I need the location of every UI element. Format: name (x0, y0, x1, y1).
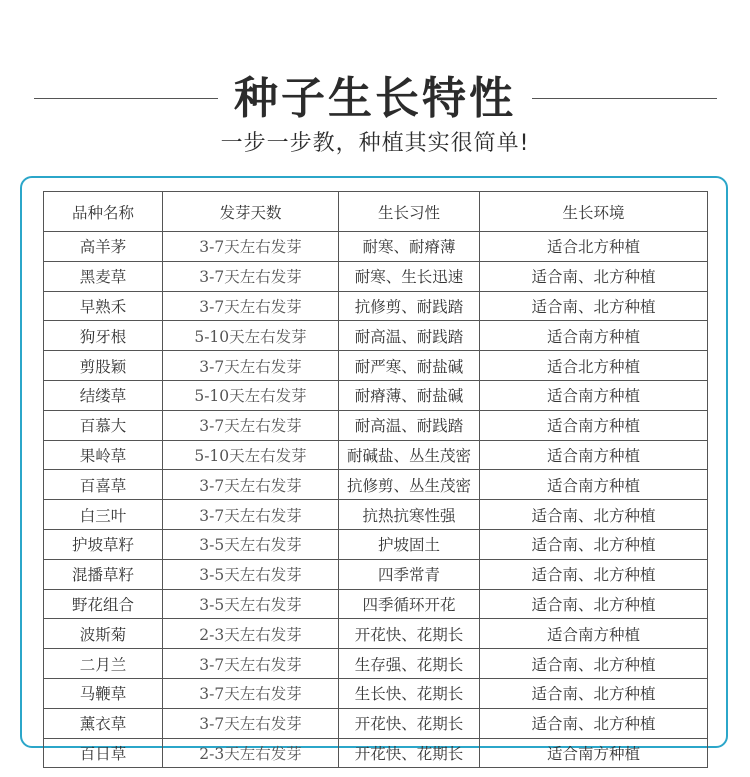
growth-habit-cell: 耐严寒、耐盐碱 (339, 351, 480, 381)
growth-habit-cell: 抗热抗寒性强 (339, 500, 480, 530)
growth-environment-cell: 适合南、北方种植 (480, 589, 708, 619)
germination-days-cell: 3-7天左右发芽 (163, 351, 339, 381)
growth-habit-cell: 开花快、花期长 (339, 738, 480, 768)
germination-days-cell: 2-3天左右发芽 (163, 738, 339, 768)
table-body (44, 232, 708, 768)
table-row (44, 410, 708, 440)
growth-environment-cell: 适合南、北方种植 (480, 649, 708, 679)
variety-cell: 早熟禾 (44, 291, 163, 321)
variety-cell: 百喜草 (44, 470, 163, 500)
variety-cell: 黑麦草 (44, 261, 163, 291)
germination-days-cell: 3-7天左右发芽 (163, 500, 339, 530)
germination-days-cell: 3-7天左右发芽 (163, 678, 339, 708)
growth-habit-cell: 耐高温、耐践踏 (339, 410, 480, 440)
variety-cell: 混播草籽 (44, 559, 163, 589)
growth-environment-cell: 适合南、北方种植 (480, 529, 708, 559)
variety-cell: 高羊茅 (44, 232, 163, 262)
growth-environment-cell: 适合南、北方种植 (480, 708, 708, 738)
growth-habit-cell: 护坡固土 (339, 529, 480, 559)
table-row (44, 261, 708, 291)
growth-habit-cell: 生存强、花期长 (339, 649, 480, 679)
growth-environment-cell: 适合南方种植 (480, 410, 708, 440)
table-header-row (44, 192, 708, 232)
germination-days-cell: 3-5天左右发芽 (163, 589, 339, 619)
column-header-germination-days: 发芽天数 (163, 192, 339, 232)
growth-environment-cell: 适合南方种植 (480, 380, 708, 410)
table-row (44, 559, 708, 589)
table-row (44, 380, 708, 410)
growth-environment-cell: 适合南方种植 (480, 321, 708, 351)
title-row (0, 68, 750, 130)
variety-cell: 薰衣草 (44, 708, 163, 738)
growth-environment-cell: 适合南方种植 (480, 470, 708, 500)
growth-environment-cell: 适合南、北方种植 (480, 500, 708, 530)
germination-days-cell: 3-7天左右发芽 (163, 470, 339, 500)
table-row (44, 500, 708, 530)
seed-characteristics-table (43, 191, 708, 768)
table-row (44, 232, 708, 262)
title-divider-right (532, 98, 717, 99)
variety-cell: 马鞭草 (44, 678, 163, 708)
table-row (44, 440, 708, 470)
table-row (44, 708, 708, 738)
germination-days-cell: 5-10天左右发芽 (163, 440, 339, 470)
table-row (44, 529, 708, 559)
column-header-variety: 品种名称 (44, 192, 163, 232)
growth-environment-cell: 适合北方种植 (480, 232, 708, 262)
page-subtitle: 一步一步教，种植其实很简单! (220, 131, 530, 156)
growth-habit-cell: 耐寒、生长迅速 (339, 261, 480, 291)
growth-habit-cell: 四季循环开花 (339, 589, 480, 619)
growth-habit-cell: 耐瘠薄、耐盐碱 (339, 380, 480, 410)
growth-environment-cell: 适合南、北方种植 (480, 291, 708, 321)
variety-cell: 二月兰 (44, 649, 163, 679)
growth-habit-cell: 抗修剪、耐践踏 (339, 291, 480, 321)
growth-habit-cell: 耐碱盐、丛生茂密 (339, 440, 480, 470)
growth-habit-cell: 耐高温、耐践踏 (339, 321, 480, 351)
germination-days-cell: 5-10天左右发芽 (163, 321, 339, 351)
table-row (44, 321, 708, 351)
variety-cell: 护坡草籽 (44, 529, 163, 559)
germination-days-cell: 3-5天左右发芽 (163, 529, 339, 559)
table-row (44, 291, 708, 321)
germination-days-cell: 3-7天左右发芽 (163, 261, 339, 291)
variety-cell: 果岭草 (44, 440, 163, 470)
growth-environment-cell: 适合南方种植 (480, 619, 708, 649)
table-row (44, 678, 708, 708)
germination-days-cell: 3-7天左右发芽 (163, 708, 339, 738)
germination-days-cell: 2-3天左右发芽 (163, 619, 339, 649)
growth-habit-cell: 生长快、花期长 (339, 678, 480, 708)
table-row (44, 470, 708, 500)
growth-environment-cell: 适合南方种植 (480, 440, 708, 470)
germination-days-cell: 3-5天左右发芽 (163, 559, 339, 589)
growth-habit-cell: 开花快、花期长 (339, 619, 480, 649)
variety-cell: 野花组合 (44, 589, 163, 619)
growth-habit-cell: 开花快、花期长 (339, 708, 480, 738)
table-row (44, 738, 708, 768)
germination-days-cell: 3-7天左右发芽 (163, 291, 339, 321)
growth-environment-cell: 适合南、北方种植 (480, 678, 708, 708)
table-row (44, 351, 708, 381)
variety-cell: 百日草 (44, 738, 163, 768)
growth-environment-cell: 适合南、北方种植 (480, 559, 708, 589)
page-title: 种子生长特性 (234, 73, 516, 124)
table-row (44, 649, 708, 679)
variety-cell: 波斯菊 (44, 619, 163, 649)
germination-days-cell: 3-7天左右发芽 (163, 410, 339, 440)
growth-habit-cell: 耐寒、耐瘠薄 (339, 232, 480, 262)
table-row (44, 619, 708, 649)
column-header-growth-environment: 生长环境 (480, 192, 708, 232)
growth-habit-cell: 抗修剪、丛生茂密 (339, 470, 480, 500)
germination-days-cell: 3-7天左右发芽 (163, 649, 339, 679)
growth-habit-cell: 四季常青 (339, 559, 480, 589)
germination-days-cell: 5-10天左右发芽 (163, 380, 339, 410)
germination-days-cell: 3-7天左右发芽 (163, 232, 339, 262)
variety-cell: 白三叶 (44, 500, 163, 530)
growth-environment-cell: 适合南方种植 (480, 738, 708, 768)
variety-cell: 剪股颖 (44, 351, 163, 381)
column-header-growth-habit: 生长习性 (339, 192, 480, 232)
growth-environment-cell: 适合北方种植 (480, 351, 708, 381)
growth-environment-cell: 适合南、北方种植 (480, 261, 708, 291)
table-row (44, 589, 708, 619)
variety-cell: 百慕大 (44, 410, 163, 440)
variety-cell: 结缕草 (44, 380, 163, 410)
variety-cell: 狗牙根 (44, 321, 163, 351)
